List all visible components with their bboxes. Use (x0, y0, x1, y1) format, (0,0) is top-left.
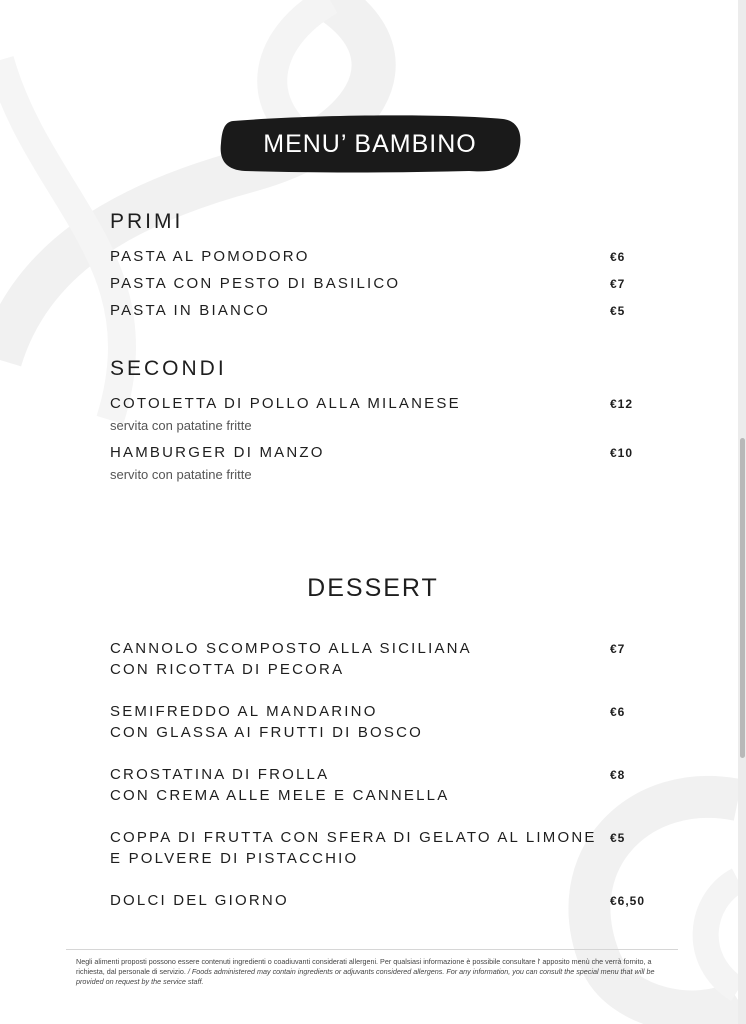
dessert-item-line1: DOLCI DEL GIORNO (110, 892, 289, 909)
allergen-disclaimer-english: / Foods administered may contain ingredients or adjuvants considered allergens. For any information, you can consult the special menu that will be provided on request by the service staff. (76, 967, 655, 986)
vertical-scrollbar[interactable] (738, 0, 746, 1024)
allergen-disclaimer-italian: Negli alimenti proposti possono essere contenuti ingredienti o coadiuvanti considerati allergeni. Per qualsiasi informazione è possibile consultare l' apposito menù che verrà fornito, a richiesta, dal personale di servizio. (76, 957, 652, 976)
dessert-item-line2: CON GLASSA AI FRUTTI DI BOSCO (110, 724, 424, 741)
menu-title: MENU’ BAMBINO (263, 129, 477, 158)
menu-item-price: €7 (610, 277, 626, 291)
dessert-item-price: €6 (610, 705, 626, 719)
section-title-secondi: SECONDI (110, 357, 227, 380)
dessert-item-line1: COPPA DI FRUTTA CON SFERA DI GELATO AL LIMONE (110, 829, 597, 846)
menu-item-name: PASTA CON PESTO DI BASILICO (110, 275, 401, 292)
menu-item-price: €12 (610, 397, 634, 411)
menu-item-name: COTOLETTA DI POLLO ALLA MILANESE (110, 395, 461, 412)
dessert-item-line2: E POLVERE DI PISTACCHIO (110, 850, 359, 867)
menu-item-price: €6 (610, 250, 626, 264)
dessert-item-price: €5 (610, 831, 626, 845)
footer-divider (66, 949, 678, 950)
scrollbar-thumb[interactable] (740, 438, 745, 758)
menu-item-price: €5 (610, 304, 626, 318)
menu-item-note: servita con patatine fritte (110, 418, 252, 433)
dessert-item-price: €6,50 (610, 894, 646, 908)
section-title-primi: PRIMI (110, 210, 184, 233)
menu-item-price: €10 (610, 446, 634, 460)
dessert-item-line1: CANNOLO SCOMPOSTO ALLA SICILIANA (110, 640, 472, 657)
dessert-item-line2: CON CREMA ALLE MELE E CANNELLA (110, 787, 450, 804)
section-title-dessert: DESSERT (307, 574, 439, 602)
menu-item-name: HAMBURGER DI MANZO (110, 444, 325, 461)
dessert-item-line2: CON RICOTTA DI PECORA (110, 661, 345, 678)
menu-item-name: PASTA AL POMODORO (110, 248, 310, 265)
dessert-item-price: €8 (610, 768, 626, 782)
dessert-item-price: €7 (610, 642, 626, 656)
dessert-item-line1: CROSTATINA DI FROLLA (110, 766, 330, 783)
menu-item-note: servito con patatine fritte (110, 467, 252, 482)
dessert-item-line1: SEMIFREDDO AL MANDARINO (110, 703, 378, 720)
menu-item-name: PASTA IN BIANCO (110, 302, 270, 319)
allergen-disclaimer (76, 957, 676, 987)
